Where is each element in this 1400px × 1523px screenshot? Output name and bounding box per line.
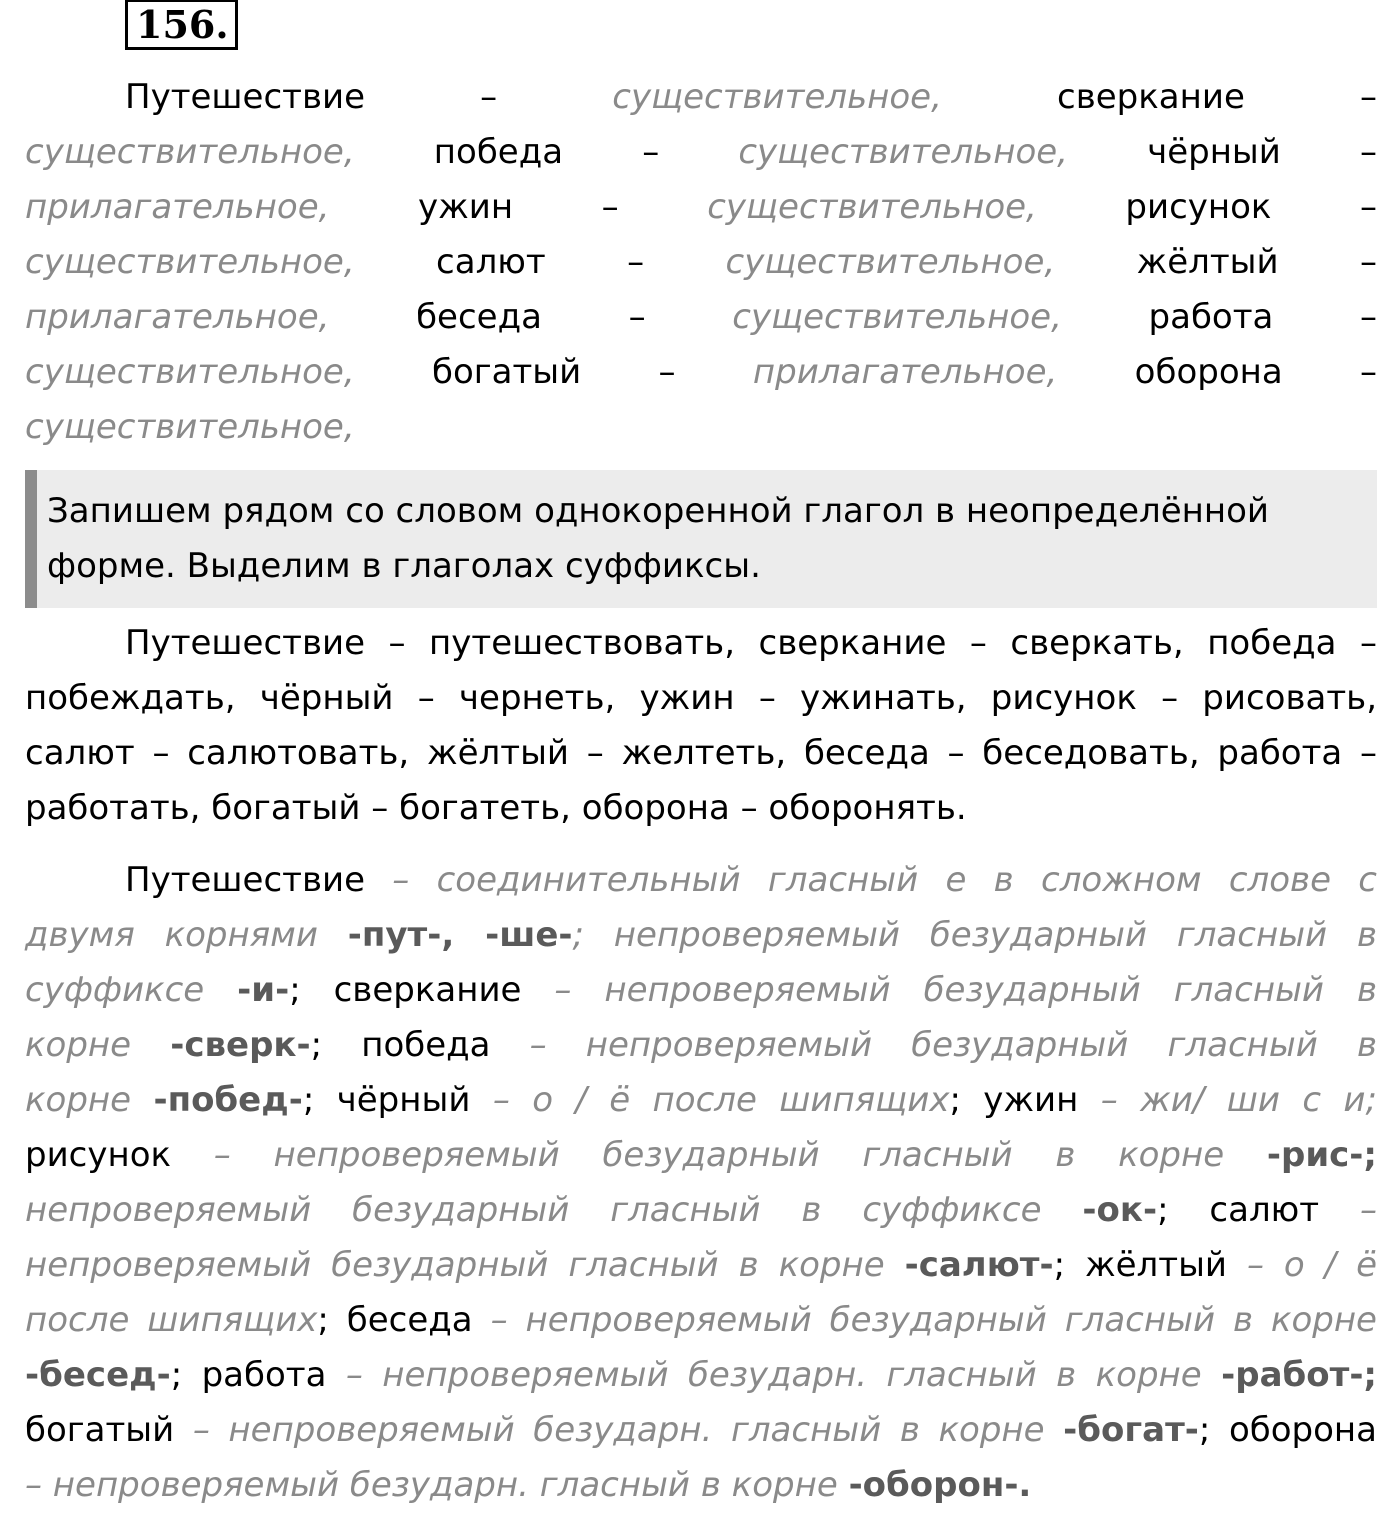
word: ; чёрный: [302, 1080, 471, 1120]
dash: –: [1360, 187, 1378, 227]
dash: –: [601, 187, 619, 227]
dash: –: [628, 297, 646, 337]
dash: –: [1360, 352, 1378, 392]
exercise-number: [125, 3, 238, 47]
spelling-line-1: [25, 853, 1377, 908]
paragraph-spelling: [25, 853, 1377, 1513]
spelling-line-8: [25, 1238, 1377, 1293]
task-box: [25, 470, 1377, 608]
spelling-line-11: [25, 1403, 1377, 1458]
word: салют: [436, 242, 546, 282]
word: ; беседа: [317, 1300, 473, 1340]
word: ; салют: [1157, 1190, 1320, 1230]
comment: корне: [25, 1080, 132, 1120]
dash: –: [627, 242, 645, 282]
word: ; жёлтый: [1053, 1245, 1228, 1285]
comment: после шипящих: [25, 1300, 318, 1340]
word: сверкание: [1057, 77, 1245, 117]
verbs-line-2: побеждать, чёрный – чернеть, ужин – ужинать, рисунок – рисовать,: [25, 678, 1377, 718]
morpheme: -пут-, -ше-: [347, 915, 573, 955]
word: богатый: [431, 352, 582, 392]
dash: –: [1360, 297, 1378, 337]
exercise-number-box: 156.: [125, 0, 238, 50]
spelling-line-6: [25, 1128, 1377, 1183]
part-of-speech: существительное,: [25, 242, 355, 282]
dash: –: [1360, 242, 1378, 282]
part-of-speech: существительное,: [707, 187, 1037, 227]
spelling-line-7: [25, 1183, 1377, 1238]
spelling-line-9: [25, 1293, 1377, 1348]
part-of-speech: существительное,: [25, 132, 355, 172]
part-of-speech: прилагательное,: [25, 187, 330, 227]
morpheme: -рис-;: [1266, 1135, 1378, 1175]
comment: корне: [25, 1025, 132, 1065]
comment: –: [1360, 1190, 1377, 1230]
part-of-speech: существительное,: [725, 242, 1056, 282]
comment: – непроверяемый безударный гласный в: [529, 1025, 1378, 1065]
comment: – о / ё после шипящих: [492, 1080, 950, 1120]
morpheme: -ок-: [1082, 1190, 1158, 1230]
word: ; ужин: [949, 1080, 1079, 1120]
word: ; победа: [310, 1025, 491, 1065]
morpheme: -салют-: [904, 1245, 1054, 1285]
part-of-speech: существительное,: [25, 352, 355, 392]
dash: –: [1360, 132, 1378, 172]
pos-line-3: [25, 180, 1377, 235]
word: беседа: [416, 297, 542, 337]
word: жёлтый: [1136, 242, 1279, 282]
comment: непроверяемый безударный гласный в суффиксе: [25, 1190, 1042, 1230]
word: рисунок: [1125, 187, 1272, 227]
task-line-2: форме. Выделим в глаголах суффиксы.: [47, 546, 761, 586]
word: чёрный: [1147, 132, 1281, 172]
comment: двумя корнями: [25, 915, 318, 955]
part-of-speech: существительное,: [732, 297, 1062, 337]
spelling-line-5: [25, 1073, 1377, 1128]
morpheme: -бесед-: [25, 1355, 171, 1395]
word: ; работа: [170, 1355, 327, 1395]
part-of-speech: существительное,: [25, 407, 355, 447]
comment: – о / ё: [1246, 1245, 1377, 1285]
pos-line-5: [25, 290, 1377, 345]
comment: – непроверяемый безударн. гласный в корне: [192, 1410, 1045, 1450]
comment: ; непроверяемый безударный гласный в: [572, 915, 1377, 955]
verbs-line-1: Путешествие – путешествовать, сверкание – сверкать, победа –: [125, 623, 1377, 663]
comment: – непроверяемый безударный гласный в корне: [490, 1300, 1377, 1340]
comment: суффиксе: [25, 970, 205, 1010]
spelling-line-2: [25, 908, 1377, 963]
morpheme: -богат-: [1063, 1410, 1199, 1450]
part-of-speech: прилагательное,: [25, 297, 330, 337]
dash: –: [642, 132, 660, 172]
morpheme: -и-: [237, 970, 290, 1010]
pos-line-1: [25, 70, 1377, 125]
word: ; оборона: [1198, 1410, 1377, 1450]
word: богатый: [25, 1410, 175, 1450]
verbs-line-3: салют – салютовать, жёлтый – желтеть, беседа – беседовать, работа –: [25, 733, 1377, 773]
comment: – непроверяемый безударный гласный в: [554, 970, 1377, 1010]
word: рисунок: [25, 1135, 172, 1175]
morpheme: -побед-: [153, 1080, 303, 1120]
word: работа: [1148, 297, 1274, 337]
pos-line-2: [25, 125, 1377, 180]
morpheme: -работ-;: [1221, 1355, 1378, 1395]
verbs-line-4: работать, богатый – богатеть, оборона – оборонять.: [25, 788, 967, 828]
part-of-speech: существительное,: [738, 132, 1068, 172]
paragraph-verbs: [25, 616, 1377, 836]
pos-line-6: [25, 345, 1377, 400]
word: ; сверкание: [289, 970, 522, 1010]
dash: –: [480, 77, 498, 117]
word: победа: [433, 132, 564, 172]
spelling-line-12: [25, 1458, 1377, 1513]
comment: – жи/ ши с и;: [1100, 1080, 1377, 1120]
comment: – непроверяемый безударный гласный в корне: [213, 1135, 1225, 1175]
word: оборона: [1134, 352, 1283, 392]
part-of-speech: существительное,: [612, 77, 942, 117]
pos-line-7: [25, 400, 1377, 455]
paragraph-parts-of-speech: [25, 70, 1377, 455]
dash: –: [658, 352, 676, 392]
comment: непроверяемый безударный гласный в корне: [25, 1245, 885, 1285]
comment: – непроверяемый безударн. гласный в корне: [25, 1465, 838, 1505]
dash: –: [1360, 77, 1377, 117]
word: Путешествие: [125, 77, 365, 117]
word: Путешествие: [125, 860, 365, 900]
morpheme: -сверк-: [170, 1025, 311, 1065]
morpheme: -оборон-.: [848, 1465, 1032, 1505]
part-of-speech: прилагательное,: [752, 352, 1058, 392]
spelling-line-10: [25, 1348, 1377, 1403]
spelling-line-3: [25, 963, 1377, 1018]
task-line-1: Запишем рядом со словом однокоренной глагол в неопределённой: [47, 491, 1270, 531]
pos-line-4: [25, 235, 1377, 290]
spelling-line-4: [25, 1018, 1377, 1073]
comment: – непроверяемый безударн. гласный в корне: [345, 1355, 1202, 1395]
word: ужин: [418, 187, 514, 227]
comment: – соединительный гласный е в сложном слове с: [392, 860, 1377, 900]
